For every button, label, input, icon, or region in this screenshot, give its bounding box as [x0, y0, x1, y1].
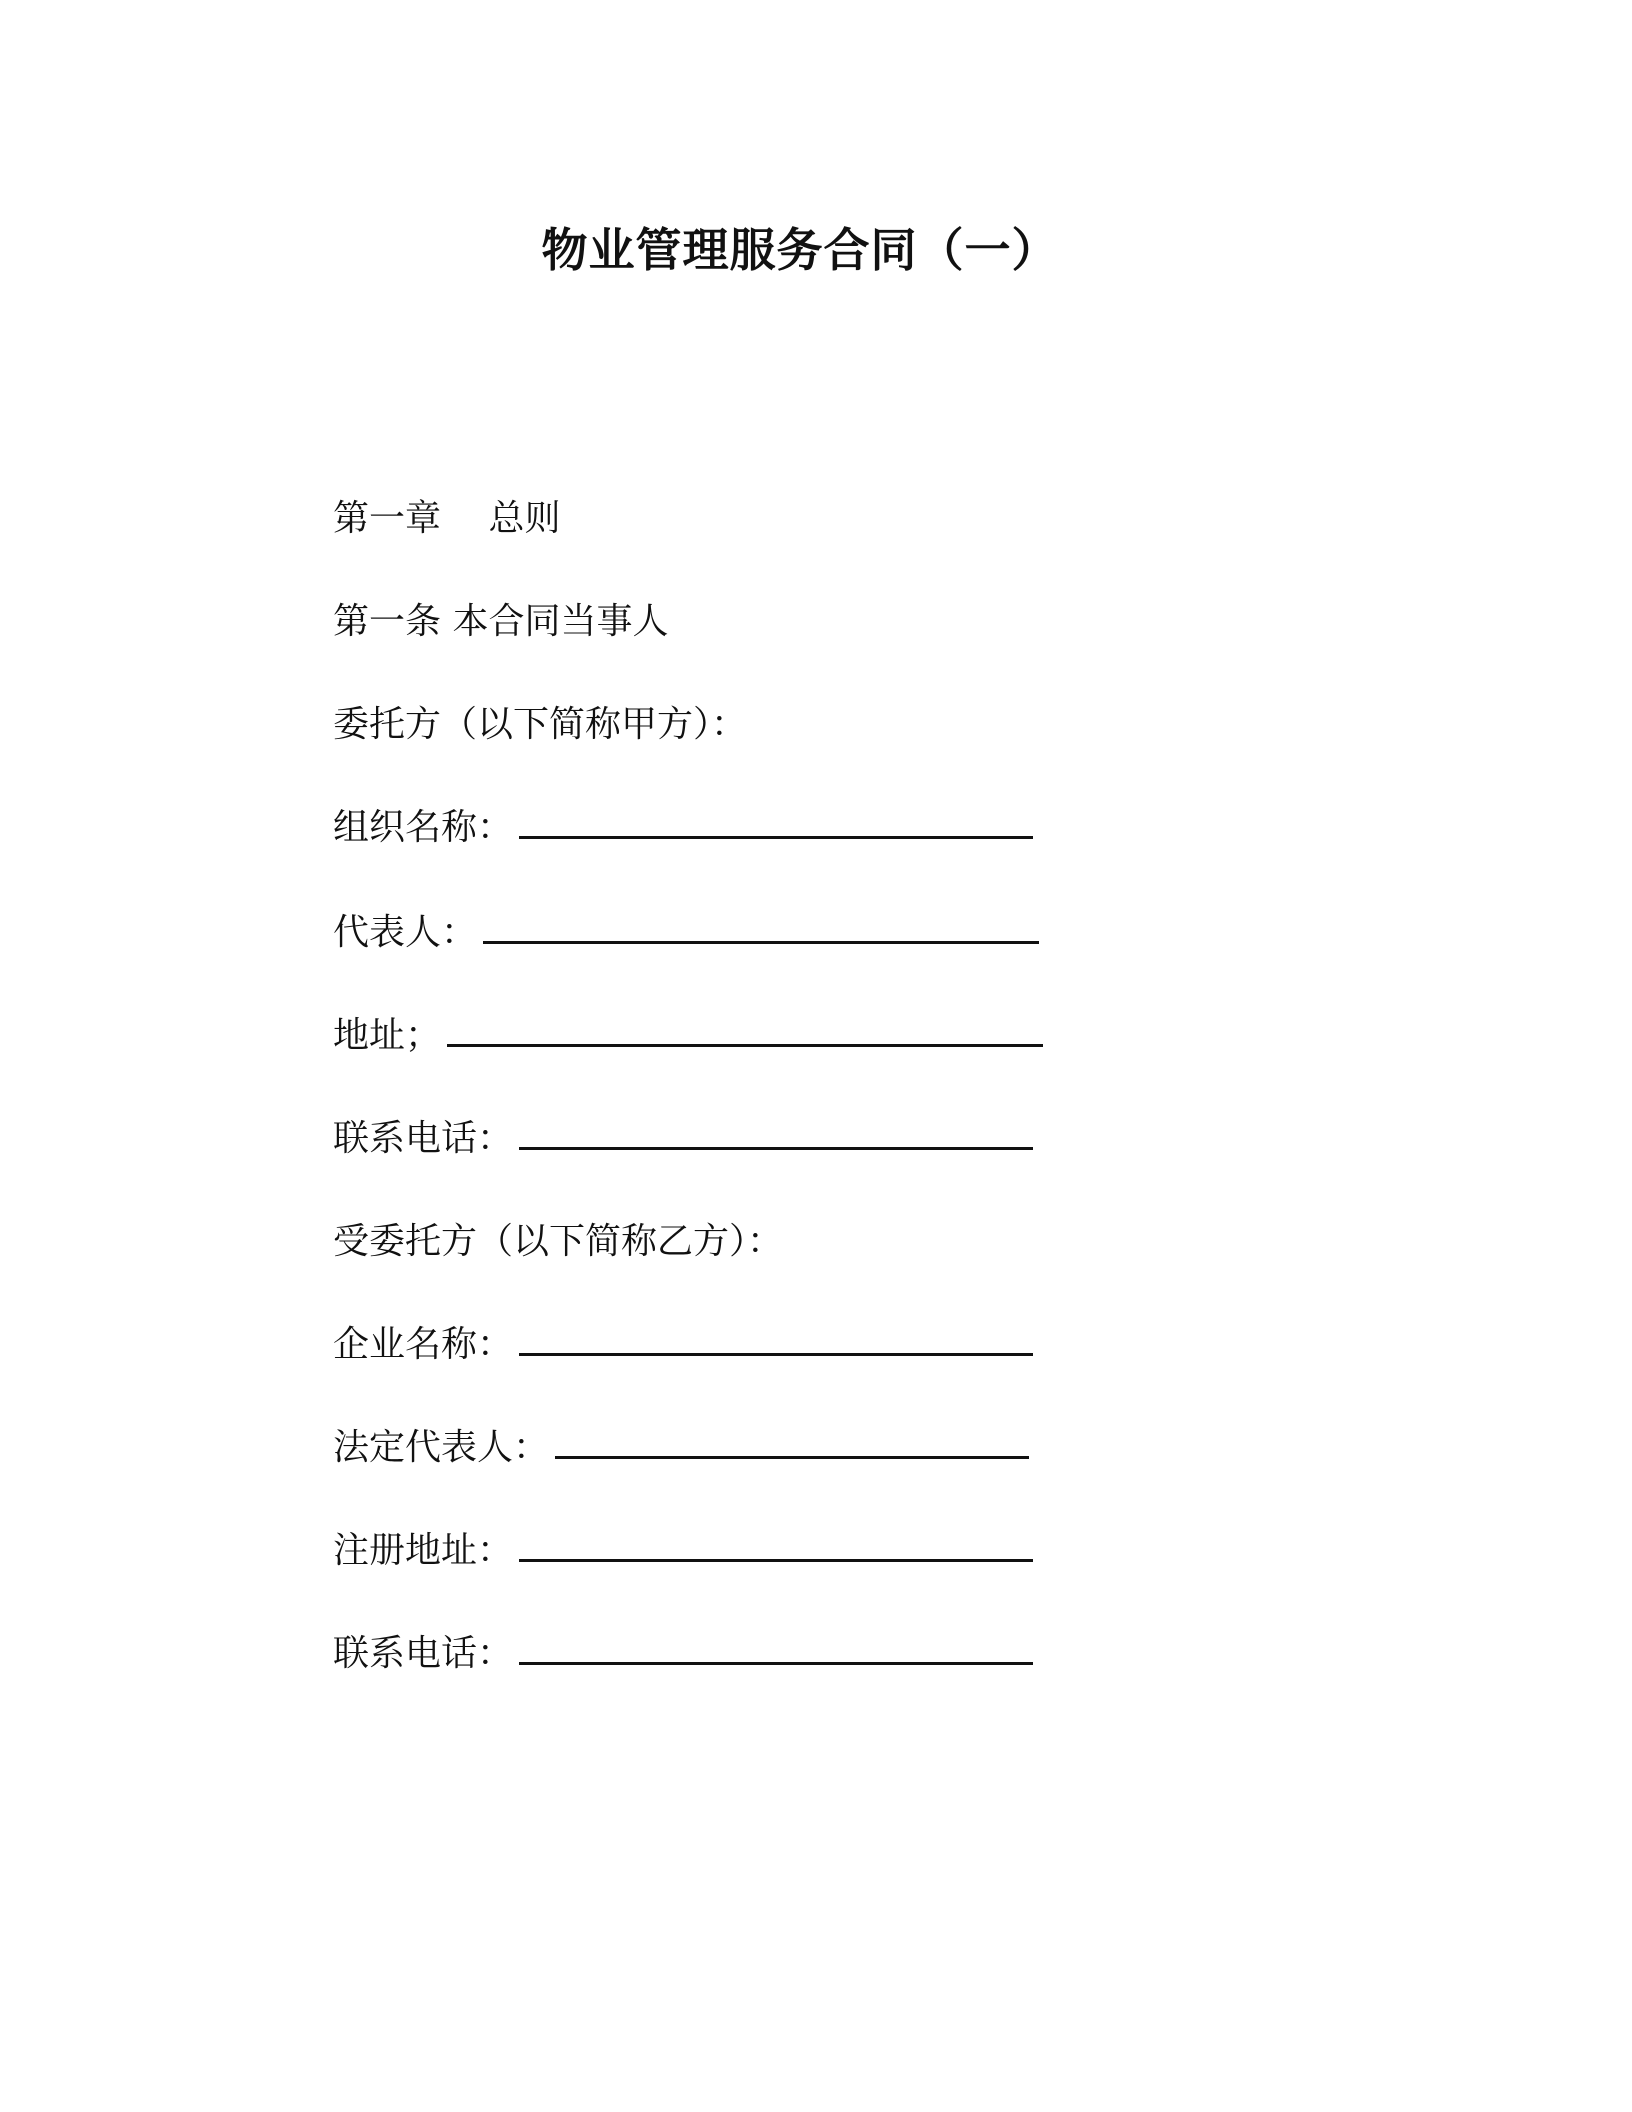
- party-b-registered-address-field[interactable]: [519, 1529, 1033, 1562]
- party-a-org-name-field[interactable]: [519, 806, 1033, 839]
- party-b-company-name-field[interactable]: [519, 1323, 1033, 1356]
- party-b-phone-field[interactable]: [519, 1632, 1033, 1665]
- party-a-heading: 委托方（以下简称甲方）：: [333, 704, 748, 745]
- party-b-registered-address-row: [333, 1529, 1033, 1573]
- party-a-address-label: 地址；: [333, 1015, 442, 1056]
- party-a-address-field[interactable]: [447, 1014, 1043, 1047]
- party-b-phone-row: [333, 1632, 1033, 1676]
- party-a-org-name-row: [333, 806, 1033, 850]
- party-a-representative-row: [333, 911, 1039, 955]
- page-title: 物业管理服务合同（一）: [541, 223, 1059, 277]
- party-a-representative-label: 代表人：: [333, 912, 478, 953]
- party-b-registered-address-label: 注册地址：: [333, 1530, 514, 1571]
- party-b-company-name-row: [333, 1323, 1033, 1367]
- party-a-phone-label: 联系电话：: [333, 1118, 514, 1159]
- chapter-heading: 第一章 总则: [333, 498, 561, 539]
- party-a-representative-field[interactable]: [483, 911, 1039, 944]
- party-a-address-row: [333, 1014, 1043, 1058]
- party-a-org-name-label: 组织名称：: [333, 807, 514, 848]
- article-heading: 第一条 本合同当事人: [333, 601, 669, 642]
- party-a-phone-field[interactable]: [519, 1117, 1033, 1150]
- party-b-heading: 受委托方（以下简称乙方）：: [333, 1221, 784, 1262]
- party-b-phone-label: 联系电话：: [333, 1633, 514, 1674]
- party-b-company-name-label: 企业名称：: [333, 1324, 514, 1365]
- party-a-phone-row: [333, 1117, 1033, 1161]
- party-b-legal-rep-row: [333, 1426, 1029, 1470]
- party-b-legal-rep-label: 法定代表人：: [333, 1427, 550, 1468]
- party-b-legal-rep-field[interactable]: [555, 1426, 1029, 1459]
